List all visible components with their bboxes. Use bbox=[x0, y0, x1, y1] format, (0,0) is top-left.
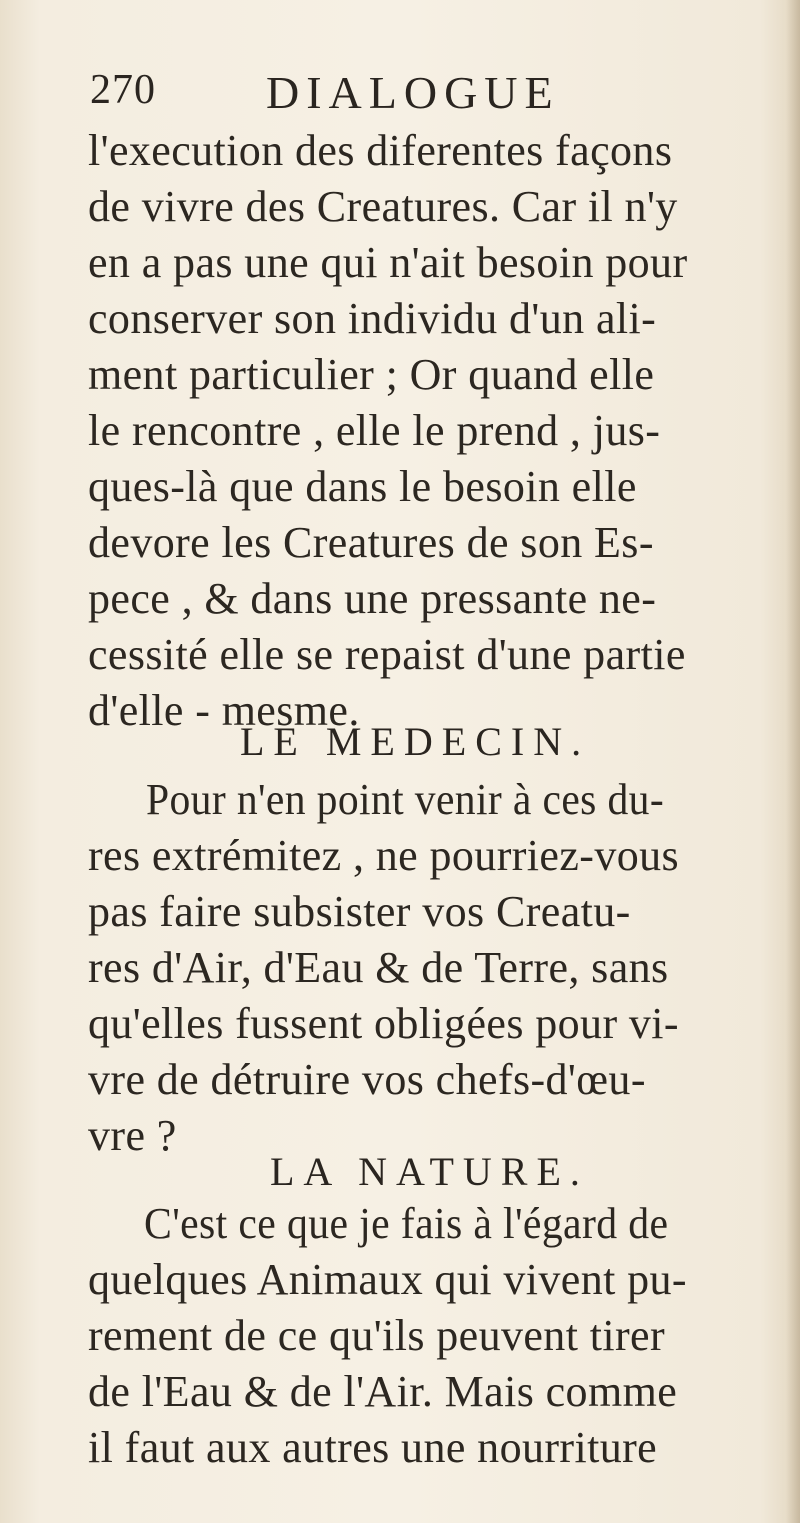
text-line: le rencontre , elle le prend , jus- bbox=[88, 406, 661, 455]
speaker-heading-nature: LA NATURE. bbox=[270, 1149, 589, 1194]
text-line: conserver son individu d'un ali- bbox=[88, 294, 657, 343]
running-title: DIALOGUE bbox=[266, 67, 560, 118]
text-line: pas faire subsister vos Creatu- bbox=[88, 887, 631, 936]
text-line: qu'elles fussent obligées pour vi- bbox=[88, 999, 679, 1048]
text-line: devore les Creatures de son Es- bbox=[88, 518, 654, 567]
text-line: de vivre des Creatures. Car il n'y bbox=[88, 182, 678, 231]
text-line: res d'Air, d'Eau & de Terre, sans bbox=[88, 943, 669, 992]
text-line: res extrémitez , ne pourriez-vous bbox=[88, 831, 680, 880]
speaker-heading-medecin: LE MEDECIN. bbox=[240, 719, 591, 764]
text-line: il faut aux autres une nourriture bbox=[88, 1423, 658, 1472]
text-line: vre de détruire vos chefs-d'œu- bbox=[88, 1055, 646, 1104]
text-line: ques-là que dans le besoin elle bbox=[88, 462, 637, 511]
text-line: pece , & dans une pressante ne- bbox=[88, 574, 657, 623]
page-number: 270 bbox=[90, 67, 156, 113]
page-header bbox=[90, 66, 710, 126]
text-line: Pour n'en point venir à ces du- bbox=[146, 775, 665, 824]
text-line: ment particulier ; Or quand elle bbox=[88, 350, 655, 399]
text-line: l'execution des diferentes façons bbox=[88, 126, 673, 175]
text-line: quelques Animaux qui vivent pu- bbox=[88, 1255, 687, 1304]
text-line: rement de ce qu'ils peuvent tirer bbox=[88, 1311, 666, 1360]
text-line: C'est ce que je fais à l'égard de bbox=[144, 1199, 669, 1248]
page-edge-shadow bbox=[786, 0, 800, 1523]
text-line: d'elle - mesme. bbox=[88, 686, 360, 735]
text-line: en a pas une qui n'ait besoin pour bbox=[88, 238, 688, 287]
text-line: de l'Eau & de l'Air. Mais comme bbox=[88, 1367, 678, 1416]
text-line: cessité elle se repaist d'une partie bbox=[88, 630, 686, 679]
text-line: vre ? bbox=[88, 1111, 177, 1160]
